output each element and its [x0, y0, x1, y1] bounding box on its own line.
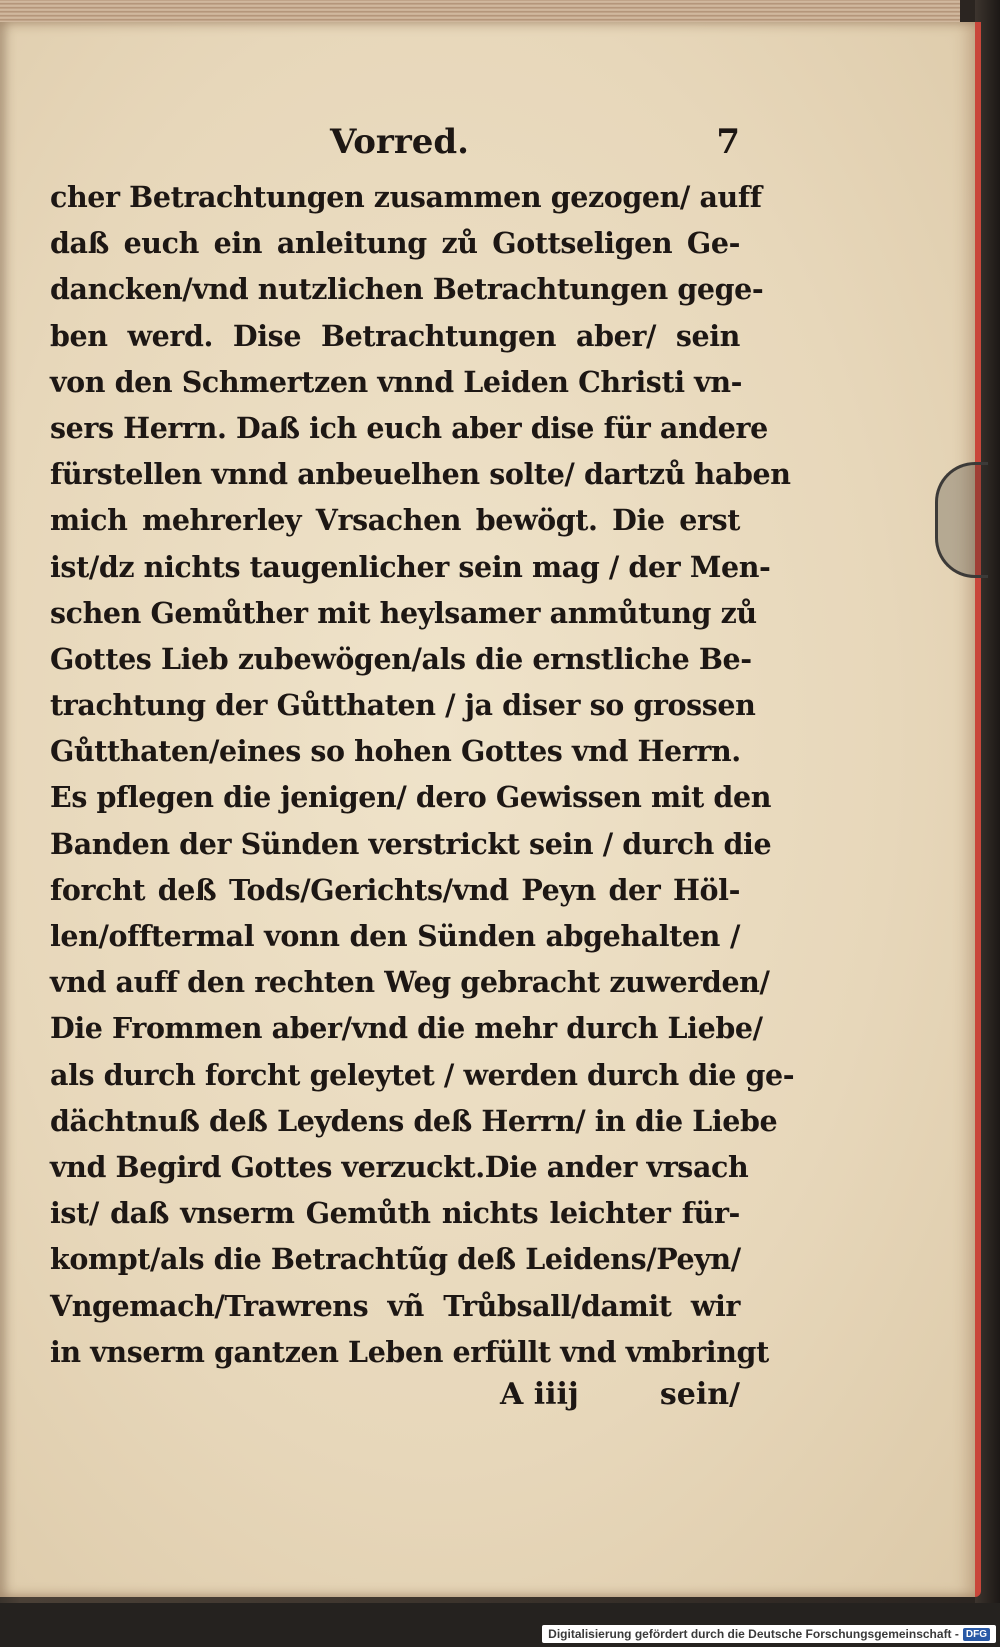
text-line: als durch forcht geleytet / werden durch die ge- — [50, 1057, 795, 1092]
text-line: daß euch ein anleitung zů Gottseligen Ge- — [50, 226, 740, 261]
text-line: cher Betrachtungen zusammen gezogen/ auff — [50, 180, 762, 214]
page-number: 7 — [716, 122, 740, 162]
text-line: Banden der Sünden verstrickt sein / durch die — [50, 826, 772, 861]
text-line: sers Herrn. Daß ich euch aber dise für andere — [50, 410, 768, 445]
text-line: trachtung der Gůtthaten / ja diser so grossen — [50, 688, 756, 723]
clip-marker — [935, 462, 988, 578]
text-line: vnd Begird Gottes verzuckt.Die ander vrsach — [50, 1149, 749, 1184]
text-lines — [50, 174, 795, 1375]
text-line: von den Schmertzen vnnd Leiden Christi vn- — [50, 364, 743, 399]
text-line: forcht deß Tods/Gerichts/vnd Peyn der Höl- — [50, 872, 740, 907]
text-line: Die Frommen aber/vnd die mehr durch Liebe/ — [50, 1011, 763, 1046]
text-line: in vnserm gantzen Leben erfüllt vnd vmbringt — [50, 1334, 769, 1369]
footer-credit — [542, 1625, 996, 1643]
catchword: sein/ — [659, 1376, 740, 1412]
catchline — [50, 1377, 740, 1429]
text-line: ist/ daß vnserm Gemůth nichts leichter für- — [50, 1196, 740, 1231]
text-line: ist/dz nichts taugenlicher sein mag / der Men- — [50, 549, 771, 584]
text-line: Es pflegen die jenigen/ dero Gewissen mit den — [50, 780, 772, 815]
text-line: Gottes Lieb zubewögen/als die ernstliche Be- — [50, 641, 752, 676]
text-line: kompt/als die Betrachtũg deß Leidens/Peyn/ — [50, 1242, 741, 1277]
signature-mark: A iiij — [500, 1376, 579, 1412]
running-head — [50, 122, 740, 174]
text-line: len/offtermal vonn den Sünden abgehalten / — [50, 919, 740, 953]
text-line: ben werd. Dise Betrachtungen aber/ sein — [50, 318, 740, 353]
text-line: mich mehrerley Vrsachen bewögt. Die erst — [50, 503, 740, 538]
dfg-logo: DFG — [963, 1628, 990, 1641]
text-block — [50, 122, 795, 1429]
footer-bar — [0, 1603, 1000, 1647]
text-line: dancken/vnd nutzlichen Betrachtungen gege- — [50, 272, 764, 307]
book-page — [0, 22, 981, 1597]
text-line: Vngemach/Trawrens vñ Trůbsall/damit wir — [50, 1288, 740, 1323]
text-line: vnd auff den rechten Weg gebracht zuwerden/ — [50, 965, 770, 1000]
text-line: fürstellen vnnd anbeuelhen solte/ dartzů haben — [50, 457, 791, 492]
footer-credit-text: Digitalisierung gefördert durch die Deutsche Forschungsgemeinschaft - — [548, 1627, 959, 1641]
text-line: dächtnuß deß Leydens deß Herrn/ in die Liebe — [50, 1103, 778, 1138]
text-line: schen Gemůther mit heylsamer anmůtung zů — [50, 595, 757, 630]
running-head-title: Vorred. — [330, 122, 470, 162]
text-line: Gůtthaten/eines so hohen Gottes vnd Herrn. — [50, 734, 741, 769]
